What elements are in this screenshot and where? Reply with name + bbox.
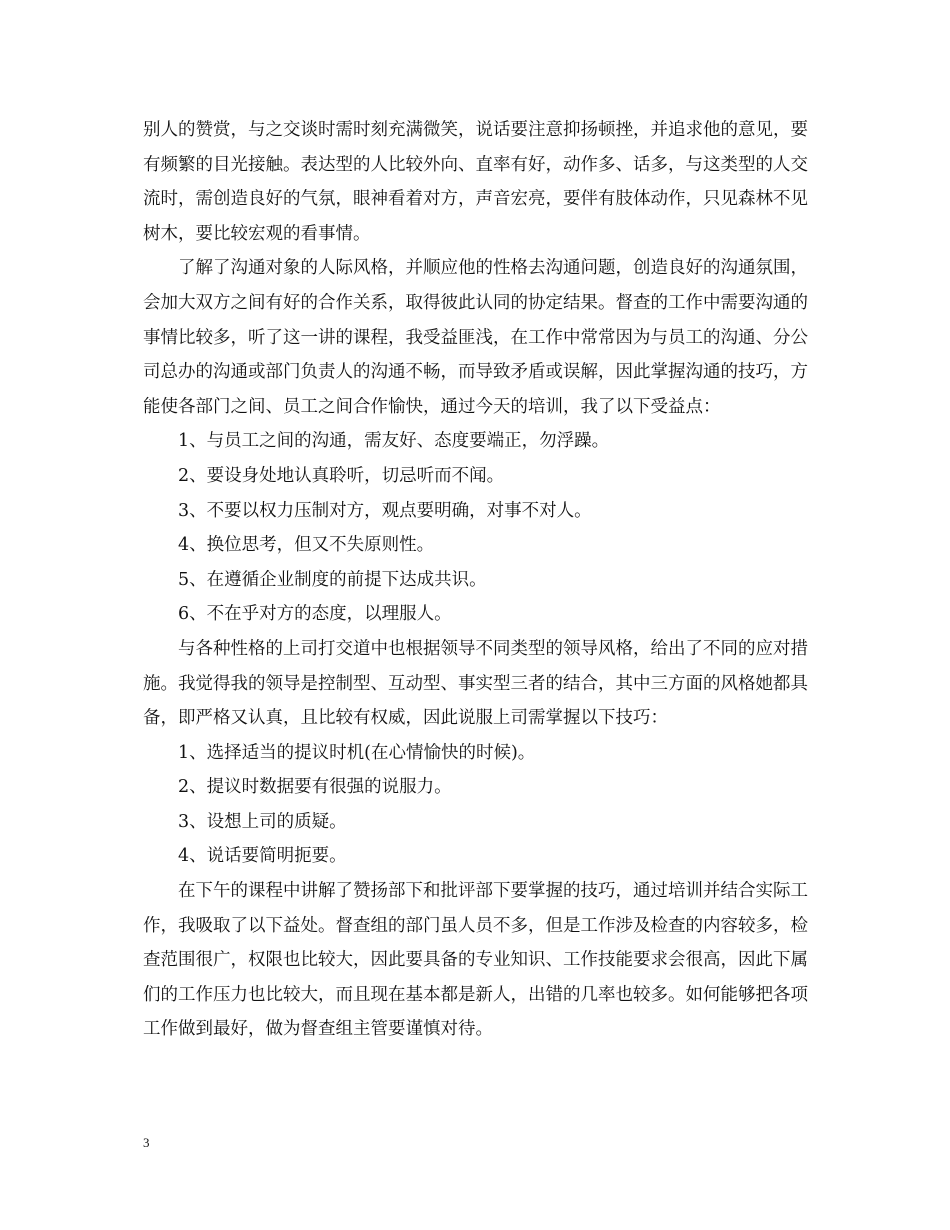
body-text [143,113,808,1047]
list-item-7: 1、选择适当的提议时机(在心情愉快的时候)。 [178,742,536,763]
list-item-9: 3、设想上司的质疑。 [178,811,347,832]
list-item-3: 3、不要以权力压制对方，观点要明确，对事不对人。 [178,500,592,521]
list-item-5: 5、在遵循企业制度的前提下达成共识。 [178,569,487,590]
paragraph-2: 了解了沟通对象的人际风格，并顺应他的性格去沟通问题，创造良好的沟通氛围，会加大双方之间有好的合作关系，取得彼此认同的协定结果。督查的工作中需要沟通的事情比较多，听了这一讲的课程，我受益匪浅，在工作中常常因为与员工的沟通、分公司总办的沟通或部门负责人的沟通不畅，而导致矛盾或误解，因此掌握沟通的技巧，方能使各部门之间、员工之间合作愉快，通过今天的培训，我了以下受益点： [143,258,808,417]
page-number: 3 [143,1135,150,1150]
list-item-8: 2、提议时数据要有很强的说服力。 [178,777,452,798]
list-item-4: 4、换位思考，但又不失原则性。 [178,535,435,556]
paragraph-4: 在下午的课程中讲解了赞扬部下和批评部下要掌握的技巧，通过培训并结合实际工作，我吸取了以下益处。督查组的部门虽人员不多，但是工作涉及检查的内容较多，检查范围很广，权限也比较大，因此要具备的专业知识、工作技能要求会很高，因此下属们的工作压力也比较大，而且现在基本都是新人，出错的几率也较多。如何能够把各项工作做到最好，做为督查组主管要谨慎对待。 [143,881,808,1040]
list-item-1: 1、与员工之间的沟通，需友好、态度要端正，勿浮躁。 [178,431,610,452]
list-item-6: 6、不在乎对方的态度，以理服人。 [178,604,452,625]
list-item-2: 2、要设身处地认真聆听，切忌听而不闻。 [178,465,505,486]
paragraph-3: 与各种性格的上司打交道中也根据领导不同类型的领导风格，给出了不同的应对措施。我觉得我的领导是控制型、互动型、事实型三者的结合，其中三方面的风格她都具备，即严格又认真，且比较有权威，因此说服上司需掌握以下技巧： [143,638,808,729]
paragraph-1: 别人的赞赏，与之交谈时需时刻充满微笑，说话要注意抑扬顿挫，并追求他的意见，要有频繁的目光接触。表达型的人比较外向、直率有好，动作多、话多，与这类型的人交流时，需创造良好的气氛，眼神看着对方，声音宏亮，要伴有肢体动作，只见森林不见树木，要比较宏观的看事情。 [143,120,808,244]
list-item-10: 4、说话要简明扼要。 [178,846,347,867]
